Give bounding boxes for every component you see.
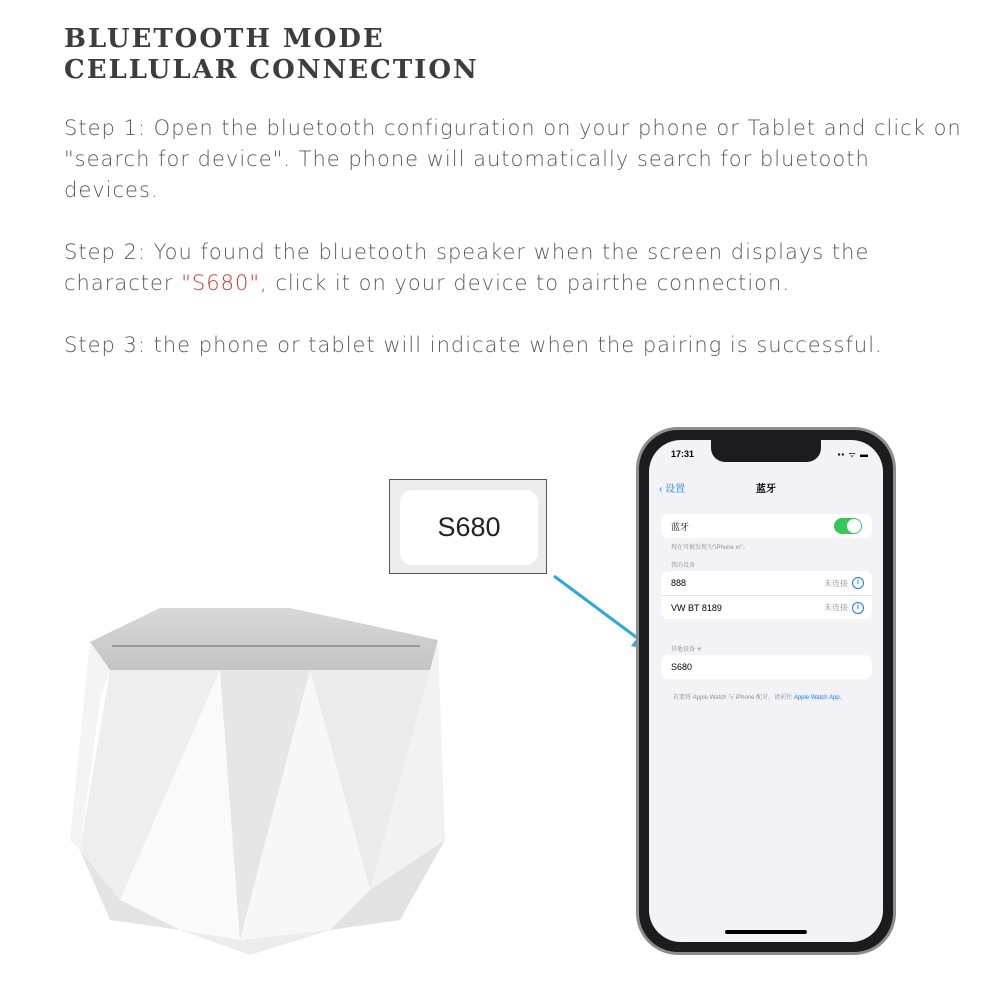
- my-devices-header: 我的设备: [671, 563, 696, 569]
- speaker-image: [70, 600, 450, 960]
- callout-label: S680: [400, 490, 538, 565]
- info-icon[interactable]: i: [852, 602, 864, 614]
- device-name-highlight: "S680": [181, 271, 260, 295]
- heading-line-1: BLUETOOTH MODE: [64, 24, 385, 54]
- step-3: Step 3: the phone or tablet will indicate when the pairing is successful.: [64, 333, 883, 357]
- home-indicator: [725, 930, 807, 934]
- device-row-s680[interactable]: [661, 655, 872, 679]
- discoverable-note: 现在可被发现为"iPhone xr"。: [671, 545, 749, 551]
- bluetooth-label: 蓝牙: [671, 521, 690, 532]
- step-1: Step 1: Open the bluetooth configuration on your phone or Tablet and click on "search for device". The phone will automatically search for bluetooth devices.: [64, 116, 962, 202]
- bluetooth-toggle-card: [661, 514, 872, 538]
- device-name: VW BT 8189: [671, 602, 722, 613]
- my-devices-list: [661, 571, 872, 619]
- info-icon[interactable]: i: [852, 577, 864, 589]
- other-devices-header: 其他设备 ✳: [671, 647, 702, 653]
- loading-spinner-icon: ✳: [696, 647, 702, 653]
- phone-notch: [711, 440, 821, 462]
- status-icons: ▪▪ ᯤ ▬: [837, 450, 869, 459]
- phone-mockup: [636, 427, 896, 955]
- watch-pairing-note: 若要将 Apple Watch 与 iPhone 配对，请前往 Apple Watch App。: [673, 695, 846, 701]
- steps-text: [64, 113, 964, 392]
- step-2: Step 2: You found the bluetooth speaker when the screen displays the character "S680", click it on your device to pairthe connection.: [64, 240, 870, 295]
- device-status: 未连接: [824, 603, 848, 612]
- device-name: 888: [671, 578, 687, 588]
- heading-line-2: CELLULAR CONNECTION: [64, 55, 479, 85]
- other-devices-list: [661, 655, 872, 679]
- nav-title: 蓝牙: [756, 484, 776, 495]
- device-status: 未连接: [824, 578, 848, 588]
- device-row[interactable]: [661, 595, 872, 619]
- device-name: S680: [671, 662, 693, 672]
- status-time: 17:31: [671, 449, 695, 459]
- device-row[interactable]: [661, 571, 872, 595]
- apple-watch-link[interactable]: Apple Watch App: [793, 695, 840, 701]
- bluetooth-toggle-row: [661, 514, 872, 538]
- phone-screen: [649, 440, 883, 942]
- device-name-callout: [389, 479, 547, 574]
- back-button[interactable]: ‹ 设置: [659, 484, 686, 495]
- bluetooth-toggle[interactable]: [834, 518, 862, 534]
